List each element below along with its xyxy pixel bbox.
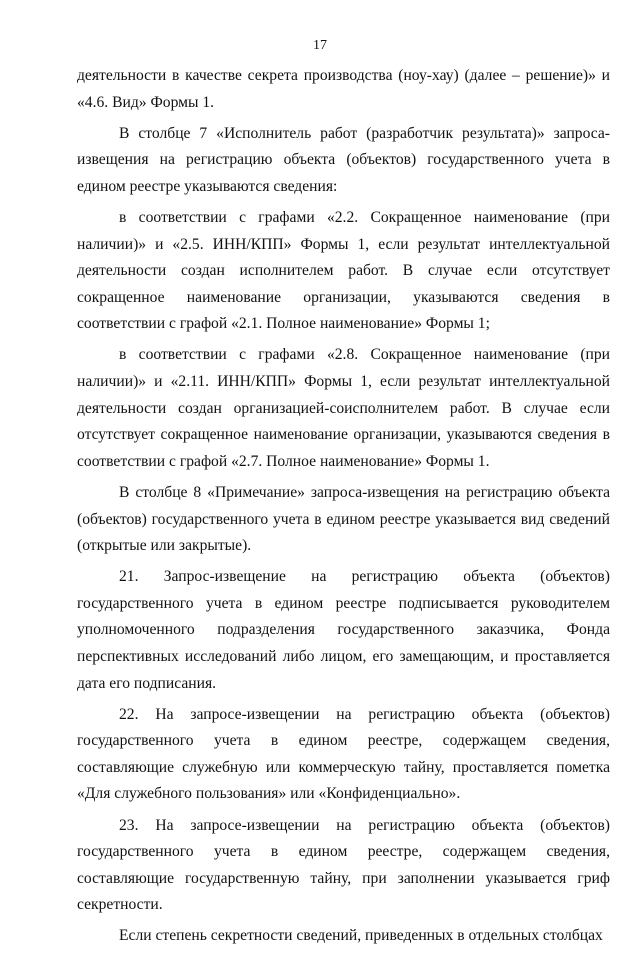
paragraph-executor-info: в соответствии с графами «2.2. Сокращенное наименование (при наличии)» и «2.5. ИНН/КПП» Формы 1, если результат интеллектуальной деятельности создан исполнителем работ. В случае если отсутствует сокращенное наименование организации, указываются сведения в соответствии с графой «2.1. Полное наименование» Формы 1;	[77, 208, 610, 333]
paragraph-continuation: деятельности в качестве секрета производства (ноу-хау) (далее – решение)» и «4.6. Вид» Формы 1.	[77, 67, 610, 111]
paragraph-secrecy-degree: Если степень секретности сведений, приведенных в отдельных столбцах	[119, 927, 603, 945]
paragraph-column-8: В столбце 8 «Примечание» запроса-извещения на регистрацию объекта (объектов) государственного учета в едином реестре указывается вид сведений (открытые или закрытые).	[77, 483, 610, 555]
paragraph-clause-21: 21. Запрос-извещение на регистрацию объекта (объектов) государственного учета в едином реестре подписывается руководителем уполномоченного подразделения государственного заказчика, Фонда перспективных исследований либо лицом, его замещающим, и проставляется дата его подписания.	[77, 568, 610, 692]
paragraph-clause-22: 22. На запросе-извещении на регистрацию объекта (объектов) государственного учета в едином реестре, содержащем сведения, составляющие служебную или коммерческую тайну, проставляется пометка «Для служебного пользования» или «Конфиденциально».	[77, 705, 610, 803]
paragraph-column-7: В столбце 7 «Исполнитель работ (разработчик результата)» запроса-извещения на регистрацию объекта (объектов) государственного учета в едином реестре указываются сведения:	[77, 124, 610, 195]
paragraph-co-executor-info: в соответствии с графами «2.8. Сокращенное наименование (при наличии)» и «2.11. ИНН/КПП» Формы 1, если результат интеллектуальной деятельности создан организацией-соисполнителем работ. В случае если отсутствует сокращенное наименование организации, указываются сведения в соответствии с графой «2.7. Полное наименование» Формы 1.	[77, 346, 610, 470]
paragraph-clause-23: 23. На запросе-извещении на регистрацию объекта (объектов) государственного учета в едином реестре, содержащем сведения, составляющие государственную тайну, при заполнении указывается гриф секретности.	[77, 816, 610, 914]
document-body	[77, 63, 610, 955]
page-number: 17	[313, 38, 327, 53]
